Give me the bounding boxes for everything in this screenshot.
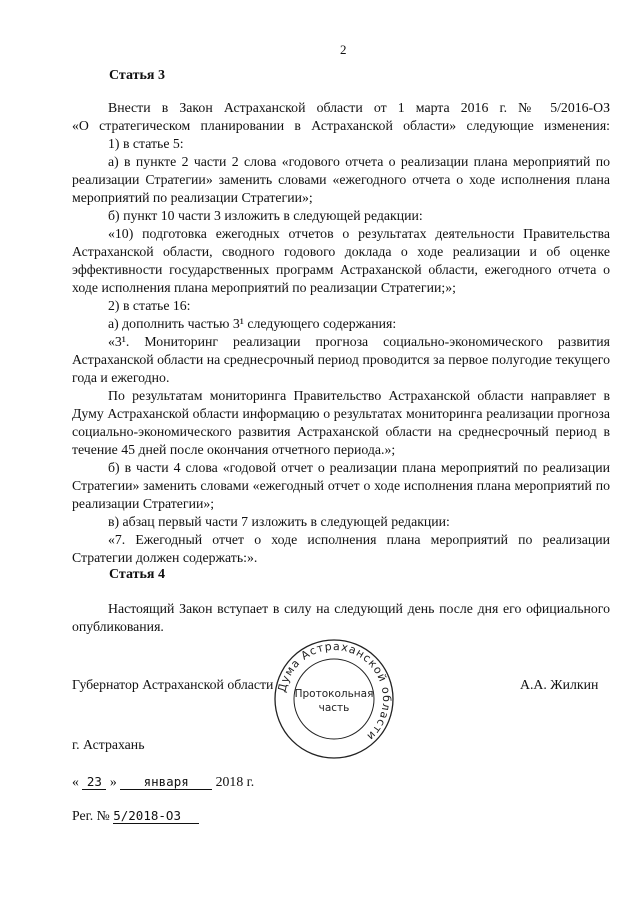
page-number: 2 xyxy=(340,42,347,57)
article-4-body xyxy=(72,600,610,636)
official-seal-stamp xyxy=(272,637,396,761)
date-day: 23 xyxy=(82,774,106,790)
registration-number-line xyxy=(72,808,199,824)
article-3-paragraph: б) пункт 10 части 3 изложить в следующей редакции: xyxy=(108,208,423,223)
article-3-paragraph: в) абзац первый части 7 изложить в следующей редакции: xyxy=(108,514,450,529)
article-3-paragraph: Внести в Закон Астраханской области от 1 марта 2016 г. № 5/2016-ОЗ xyxy=(108,100,610,115)
article-3-paragraph: «10) подготовка ежегодных отчетов о результатах деятельности Правительства Астраханской области, сводного годового доклада о ходе реализации и об оценке эффективности государственных программ Астраханской области, ежегодного отчета о ходе исполнения плана мероприятий по реализации Стратегии;»; xyxy=(72,226,610,295)
date-year: 2018 г. xyxy=(215,774,255,789)
signatory-name: А.А. Жилкин xyxy=(520,677,599,692)
article-3-paragraph: По результатам мониторинга Правительство Астраханской области направляет в Думу Астраханской области информацию о результатах мониторинга реализации прогноза социально-экономического развития Астраханской области на среднесрочный период в течение 45 дней после окончания отчетного периода.»; xyxy=(72,388,610,457)
article-3-paragraph: а) в пункте 2 части 2 слова «годового отчета о реализации плана мероприятий по реализации Стратегии» заменить словами «ежегодного отчета о ходе исполнения плана мероприятий по реализации Стратегии»; xyxy=(72,154,610,205)
article-3-paragraph: «О стратегическом планировании в Астраханской области» следующие изменения: xyxy=(72,118,610,133)
article-3-heading: Статья 3 xyxy=(109,68,165,83)
signing-date xyxy=(72,774,254,790)
registration-number: 5/2018-ОЗ xyxy=(113,808,199,824)
seal-center-line-1: Протокольная xyxy=(294,688,374,700)
signatory-title: Губернатор Астраханской области xyxy=(72,677,274,692)
place-of-signing: г. Астрахань xyxy=(72,737,145,752)
article-3-paragraph: «7. Ежегодный отчет о ходе исполнения плана мероприятий по реализации Стратегии должен содержать:». xyxy=(72,532,610,565)
date-open-quote: « xyxy=(72,774,79,789)
article-3-paragraph: 1) в статье 5: xyxy=(108,136,184,151)
article-3-paragraph: «3¹. Мониторинг реализации прогноза социально-экономического развития Астраханской области на среднесрочный период проводится за первое полугодие текущего года и ежегодно. xyxy=(72,334,610,385)
article-4-paragraph: Настоящий Закон вступает в силу на следующий день после дня его официального опубликования. xyxy=(72,601,610,634)
article-4-heading: Статья 4 xyxy=(109,567,165,582)
seal-center-line-2: часть xyxy=(318,702,350,714)
article-3-body xyxy=(72,99,610,567)
seal-ring-text: Дума Астраханской области xyxy=(275,639,394,744)
article-3-paragraph: б) в части 4 слова «годовой отчет о реализации плана мероприятий по реализации Стратегии» заменить словами «ежегодный отчет о ходе исполнения плана мероприятий по реализации Стратегии»; xyxy=(72,460,610,511)
article-3-paragraph: 2) в статье 16: xyxy=(108,298,191,313)
article-3-paragraph: а) дополнить частью 3¹ следующего содержания: xyxy=(108,316,397,331)
date-month: января xyxy=(120,774,212,790)
registration-label: Рег. № xyxy=(72,808,110,823)
date-close-quote: » xyxy=(109,774,117,789)
